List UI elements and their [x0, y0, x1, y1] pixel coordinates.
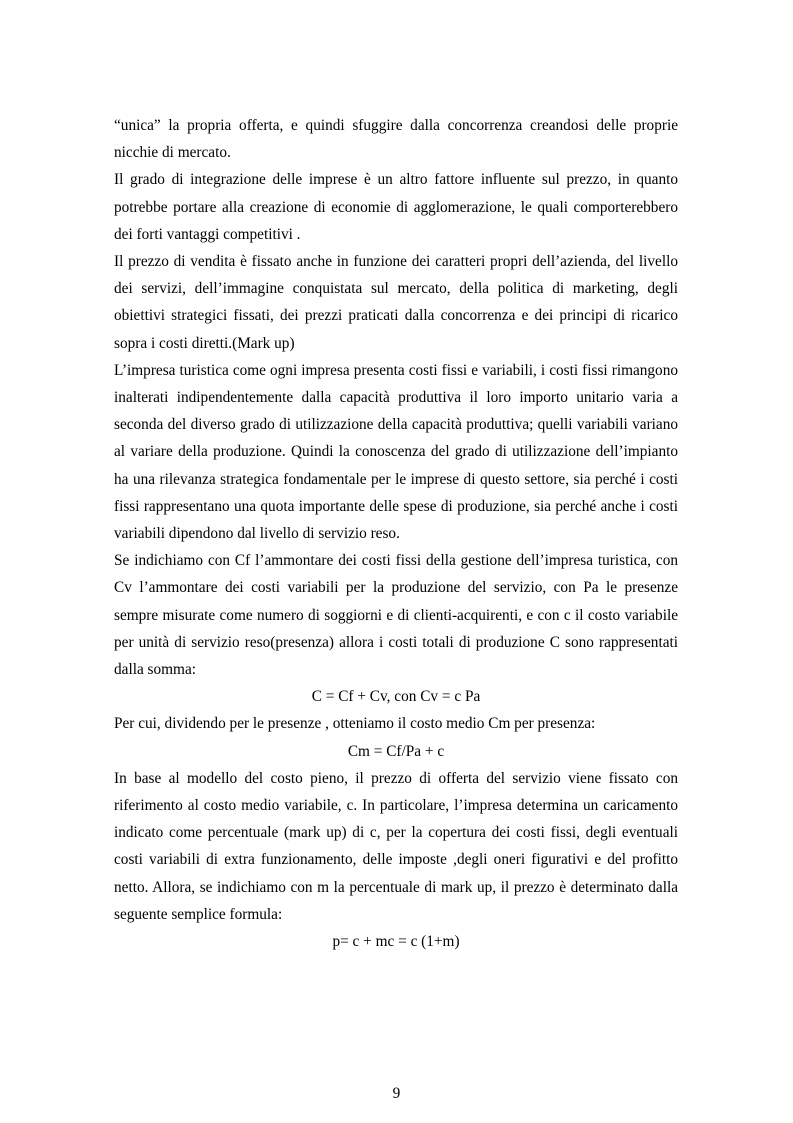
formula-average-cost: Cm = Cf/Pa + c	[347, 742, 445, 760]
paragraph-cost-definitions: Se indichiamo con Cf l’ammontare dei costi fissi della gestione dell’impresa turistica, con Cv l’ammontare dei costi variabili per la produzione del servizio, con Pa le presenze sempre misurate come numero di soggiorni e di clienti-acquirenti, e con c il costo variabile per unità di servizio reso(presenza) allora i costi totali di produzione C sono rappresentati dalla somma:	[114, 552, 678, 679]
formula-total-cost: C = Cf + Cv, con Cv = c Pa	[311, 688, 481, 706]
page-number: 9	[392, 1085, 401, 1102]
paragraph-selling-price: Il prezzo di vendita è fissato anche in funzione dei caratteri propri dell’azienda, del livello dei servizi, dell’immagine conquistata sul mercato, della politica di marketing, degli obiettivi strategici fissati, dei prezzi praticati dalla concorrenza e dei principi di ricarico sopra i costi diretti.(Mark up)	[114, 253, 678, 352]
document-body	[114, 112, 678, 955]
paragraph-fixed-variable-costs: L’impresa turistica come ogni impresa presenta costi fissi e variabili, i costi fissi rimangono inalterati indipendentemente dalla capacità produttiva il loro importo unitario varia a seconda del diverso grado di utilizzazione della capacità produttiva; quelli variabili variano al variare della produzione. Quindi la conoscenza del grado di utilizzazione dell’impianto ha una rilevanza strategica fondamentale per le imprese di questo settore, sia perché i costi fissi rappresentano una quota importante delle spese di produzione, sia perché anche i costi variabili dipendono dal livello di servizio reso.	[114, 361, 678, 543]
paragraph-full-cost-model: In base al modello del costo pieno, il prezzo di offerta del servizio viene fissato con riferimento al costo medio variabile, c. In particolare, l’impresa determina un caricamento indicato come percentuale (mark up) di c, per la copertura dei costi fissi, degli eventuali costi variabili di extra funzionamento, delle imposte ,degli oneri figurativi e del profitto netto. Allora, se indichiamo con m la percentuale di mark up, il prezzo è determinato dalla seguente semplice formula:	[114, 769, 678, 923]
formula-price: p= c + mc = c (1+m)	[332, 933, 460, 951]
paragraph-market-niches: “unica” la propria offerta, e quindi sfuggire dalla concorrenza creandosi delle proprie nicchie di mercato.	[114, 117, 678, 162]
paragraph-average-cost: Per cui, dividendo per le presenze , otteniamo il costo medio Cm per presenza:	[114, 715, 596, 733]
paragraph-integration: Il grado di integrazione delle imprese è un altro fattore influente sul prezzo, in quanto potrebbe portare alla creazione di economie di agglomerazione, le quali comporterebbero dei forti vantaggi competitivi .	[114, 171, 678, 243]
